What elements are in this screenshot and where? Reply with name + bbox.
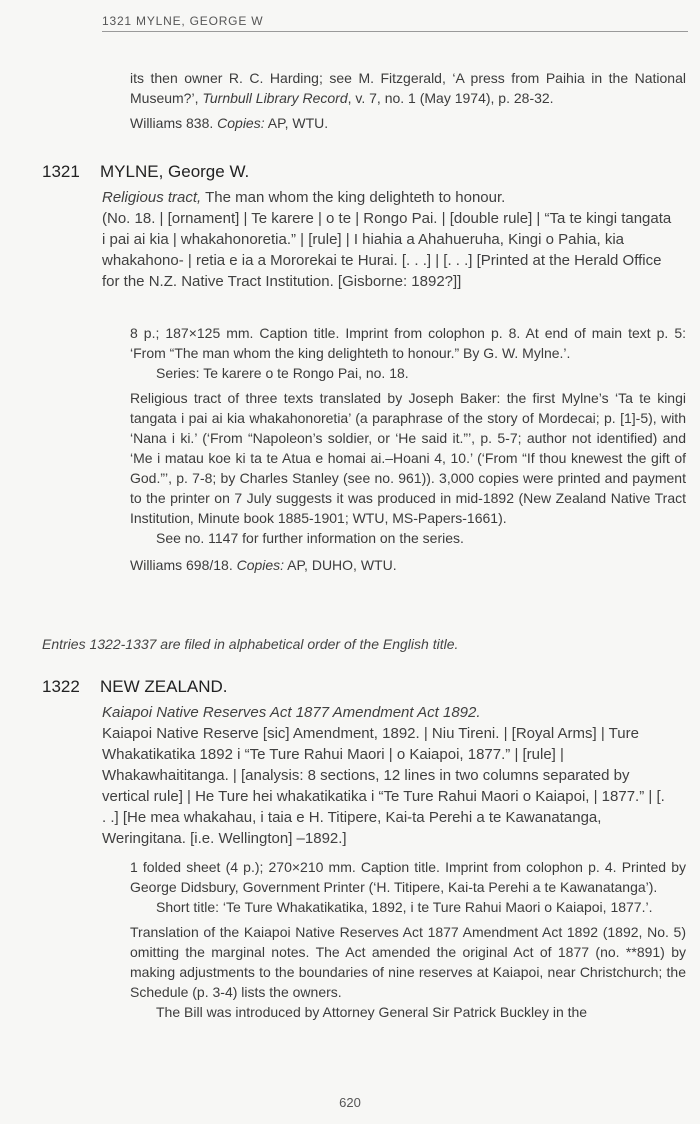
entry-transcription: (No. 18. | [ornament] | Te karere | o te | Rongo Pai. | [double rule] | “Ta te kingi tangata i pai ai kia | whakahonoretia.” | [rule] | I hiahia a Ahahueruha, Kingi o Pahia, kia whakahono- | retia e ia a Mororekai te Hurai. [. . .] | [. . .] [Printed at the Herald Office for the N.Z. Native Tract Institution. [Gisborne: 1892?]] xyxy=(102,210,672,290)
entry-note: Translation of the Kaiapoi Native Reserves Act 1877 Amendment Act 1892 (1892, No. 5) omitting the marginal notes. The Act amended the original Act of 1877 (no. **891) by making adjustments to the boundaries of nine reserves at Kaiapoi, near Christchurch; the Schedule (p. 3-4) lists the owners. xyxy=(130,924,686,1000)
entry-see-also: See no. 1147 for further information on the series. xyxy=(156,530,464,546)
entry-short-title: Short title: ‘Te Ture Whakatikatika, 1892, i te Ture Rahui Maori o Kaiapoi, 1877.’. xyxy=(156,899,653,915)
entry-1321-description xyxy=(130,323,686,575)
entry-1322-heading xyxy=(42,676,228,698)
entry-note-continued: The Bill was introduced by Attorney General Sir Patrick Buckley in the xyxy=(156,1004,588,1020)
continuation-text: its then owner R. C. Harding; see M. Fitzgerald, ‘A press from Paihia in the National Museum?’, Turnbull Library Record, v. 7, no. 1 (May 1974), p. 28-32. xyxy=(130,70,686,106)
continuation-ref: Williams 838. Copies: AP, WTU. xyxy=(130,115,329,131)
entry-1321-heading xyxy=(42,161,249,183)
entry-note: Religious tract of three texts translated by Joseph Baker: the first Mylne’s ‘Ta te kingi tangata i pai ai kia whakahonoretia’ (a paraphrase of the story of Mordecai; p. [1]-5), with ‘Nana i ki.’ (‘From “Napoleon’s soldier, or ‘He said it.”’, p. 5-7; author not identified) and ‘Me i matau koe ki ta te Atua e homai ai.–Hoani 4, 10.’ (‘From “If thou knewest the gift of God.”’, p. 7-8; by Charles Stanley (see no. 961)). 3,000 copies were printed and payment to the printer on 7 July suggests it was produced in mid-1892 (New Zealand Native Tract Institution, Minute book 1885-1901; WTU, MS-Papers-1661). xyxy=(130,390,686,526)
entry-ref: Williams 698/18. Copies: AP, DUHO, WTU. xyxy=(130,557,397,573)
entry-author: MYLNE, George W. xyxy=(100,162,250,181)
entry-1322-description xyxy=(130,857,686,1022)
entry-number: 1322 xyxy=(42,677,80,696)
entry-title: Religious tract, The man whom the king delighteth to honour. xyxy=(102,189,506,206)
entry-transcription: Kaiapoi Native Reserve [sic] Amendment, 1892. | Niu Tireni. | [Royal Arms] | Ture Whakatikatika 1892 i “Te Ture Rahui Maori | o Kaiapoi, 1877.” | [rule] | Whakawhaititanga. | [analysis: 8 sections, 12 lines in two columns separated by vertical rule] | He Ture hei whakatikatika i “Te Ture Rahui Maori o Kaiapoi, | 1877.” | [. . .] [He mea whakahau, i taia e H. Titipere, Kai-ta Perehi a te Kawanatanga, Weringitana. [i.e. Wellington] –1892.] xyxy=(102,725,665,847)
entry-number: 1321 xyxy=(42,162,80,181)
filing-notice: Entries 1322-1337 are filed in alphabetical order of the English title. xyxy=(42,636,459,652)
continuation-block xyxy=(130,68,686,133)
entry-collation: 8 p.; 187×125 mm. Caption title. Imprint from colophon p. 8. At end of main text p. 5: ‘From “The man whom the king delighteth to honour.” By G. W. Mylne.’. xyxy=(130,325,686,361)
page-number: 620 xyxy=(339,1095,361,1110)
entry-title: Kaiapoi Native Reserves Act 1877 Amendment Act 1892. xyxy=(102,704,481,721)
entry-1322-title-block xyxy=(102,702,672,849)
entry-author: NEW ZEALAND. xyxy=(100,677,228,696)
running-head: 1321 MYLNE, GEORGE W xyxy=(102,14,688,32)
entry-1321-title-block xyxy=(102,187,672,292)
entry-series: Series: Te karere o te Rongo Pai, no. 18. xyxy=(156,365,409,381)
entry-collation: 1 folded sheet (4 p.); 270×210 mm. Caption title. Imprint from colophon p. 4. Printed by George Didsbury, Government Printer (‘H. Titipere, Kai-ta Perehi a te Kawanatanga’). xyxy=(130,859,686,895)
